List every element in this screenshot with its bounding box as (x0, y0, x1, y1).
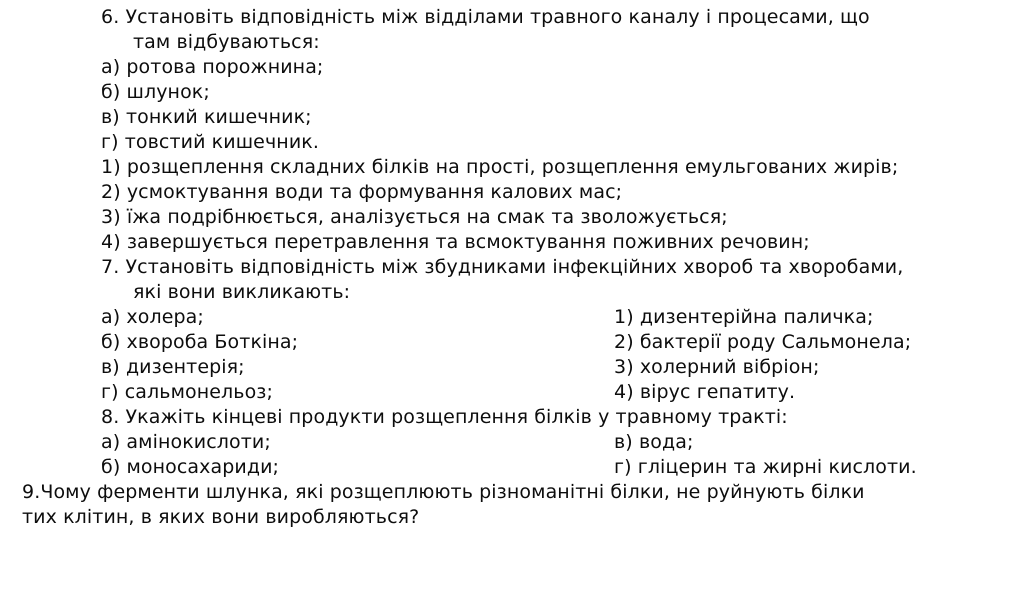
question-8-option-a: а) амінокислоти; (101, 431, 271, 453)
question-7-answer-3: 3) холерний вібріон; (614, 356, 820, 378)
question-7-answer-4: 4) вірус гепатиту. (614, 381, 796, 403)
question-9-line-1: 9.Чому ферменти шлунка, які розщеплюють різноманітні білки, не руйнують білки (22, 481, 865, 503)
question-8-option-c: в) вода; (614, 431, 694, 453)
question-8-option-d: г) гліцерин та жирні кислоти. (614, 456, 917, 478)
question-6-prompt-line-1: 6. Установіть відповідність між відділами травного каналу і процесами, що (101, 6, 870, 28)
question-8-option-b: б) моносахариди; (101, 456, 280, 478)
question-6-answer-1: 1) розщеплення складних білків на прості, розщеплення емульгованих жирів; (101, 156, 899, 178)
question-7-option-a: а) холера; (101, 306, 204, 328)
question-6-answer-4: 4) завершується перетравлення та всмоктування поживних речовин; (101, 231, 810, 253)
question-7-answer-1: 1) дизентерійна паличка; (614, 306, 874, 328)
question-6-prompt-line-2: там відбуваються: (133, 31, 320, 53)
question-6-option-a: а) ротова порожнина; (101, 56, 324, 78)
question-6-option-c: в) тонкий кишечник; (101, 106, 312, 128)
question-6-option-d: г) товстий кишечник. (101, 131, 319, 153)
question-7-prompt-line-2: які вони викликають: (133, 281, 351, 303)
question-7-prompt-line-1: 7. Установіть відповідність між збудниками інфекційних хвороб та хворобами, (101, 256, 904, 278)
question-7-option-b: б) хвороба Боткіна; (101, 331, 299, 353)
question-6-answer-2: 2) усмоктування води та формування калових мас; (101, 181, 623, 203)
question-6-option-b: б) шлунок; (101, 81, 210, 103)
question-7-option-d: г) сальмонельоз; (101, 381, 274, 403)
question-7-answer-2: 2) бактерії роду Сальмонела; (614, 331, 912, 353)
question-8-prompt: 8. Укажіть кінцеві продукти розщеплення білків у травному тракті: (101, 406, 788, 428)
question-7-option-c: в) дизентерія; (101, 356, 245, 378)
question-9-line-2: тих клітин, в яких вони виробляються? (22, 506, 420, 528)
question-6-answer-3: 3) їжа подрібнюється, аналізується на смак та зволожується; (101, 206, 728, 228)
